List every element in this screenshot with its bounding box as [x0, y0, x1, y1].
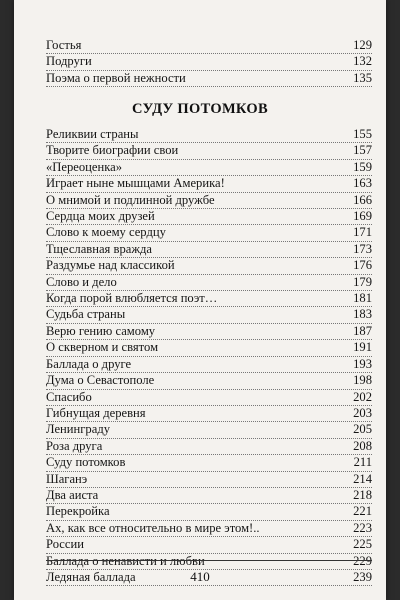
toc-entry: [46, 521, 372, 537]
toc-entry-page: 221: [353, 504, 372, 519]
toc-entry-title: Поэма о первой нежности: [46, 70, 186, 85]
toc-entry-title: Играет ныне мышцами Америка!: [46, 176, 225, 191]
toc-entry: [46, 390, 372, 406]
toc-entry-page: 205: [353, 422, 372, 437]
toc-entry: [46, 406, 372, 422]
toc-entry: [46, 209, 372, 225]
toc-entry: [46, 38, 372, 54]
toc-entry-title: России: [46, 537, 84, 552]
toc-entry-title: Судьба страны: [46, 307, 126, 322]
toc-entry-page: 203: [353, 405, 372, 420]
toc-entry-title: Баллада о друге: [46, 356, 132, 371]
toc-entry: [46, 554, 372, 570]
toc-entry-title: Перекройка: [46, 504, 110, 519]
toc-entry-title: Когда порой влюбляется поэт…: [46, 291, 218, 306]
toc-entry-title: Спасибо: [46, 389, 92, 404]
toc-entry-page: 173: [353, 241, 372, 256]
toc-entry: [46, 242, 372, 258]
toc-entry-title: Творите биографии свои: [46, 143, 179, 158]
toc-entry: [46, 357, 372, 373]
toc-entry-title: Суду потомков: [46, 455, 126, 470]
toc-entry-title: Дума о Севастополе: [46, 373, 155, 388]
toc-entry: [46, 340, 372, 356]
toc-entry-page: 187: [353, 323, 372, 338]
toc-entry: [46, 488, 372, 504]
toc-entry-title: Раздумье над классикой: [46, 258, 175, 273]
toc-entry-page: 211: [353, 455, 372, 470]
toc-entry-title: Ах, как все относительно в мире этом!..: [46, 520, 260, 535]
toc-entry-title: Два аиста: [46, 487, 99, 502]
toc-entry: [46, 127, 372, 143]
toc-entry: [46, 225, 372, 241]
toc-entry-page: 183: [353, 307, 372, 322]
toc-entry-page: 191: [353, 340, 372, 355]
toc-entry-page: 176: [353, 258, 372, 273]
toc-entry-page: 223: [353, 520, 372, 535]
section-heading: СУДУ ПОТОМКОВ: [132, 101, 268, 117]
toc-entry-title: Слово к моему сердцу: [46, 225, 166, 240]
toc-entry-page: 129: [353, 38, 372, 52]
toc-entry-page: 157: [353, 143, 372, 158]
toc-entry-title: Подруги: [46, 54, 92, 69]
page-number: 410: [190, 569, 210, 584]
toc-entry-page: 193: [353, 356, 372, 371]
toc-entry-page: 218: [353, 487, 372, 502]
toc-entry: [46, 307, 372, 323]
toc-entry-page: 135: [353, 70, 372, 85]
book-page: [14, 0, 386, 600]
toc-entry-page: 239: [353, 569, 372, 584]
toc-entry-page: 163: [353, 176, 372, 191]
toc-entry-title: «Переоценка»: [46, 159, 123, 174]
toc-entry: [46, 160, 372, 176]
toc-entry-title: Роза друга: [46, 438, 103, 453]
toc-entry-title: Гибнущая деревня: [46, 405, 146, 420]
toc-entry: [46, 504, 372, 520]
toc-entry: [46, 472, 372, 488]
toc-entry-title: Ледяная баллада: [46, 569, 136, 584]
toc-list-main: [46, 127, 372, 586]
footer-rule: [46, 560, 372, 561]
toc-entry-page: 225: [353, 537, 372, 552]
toc-list-top: [46, 38, 372, 87]
toc-entry: [46, 258, 372, 274]
toc-entry: [46, 71, 372, 87]
toc-entry-page: 166: [353, 192, 372, 207]
toc-entry: [46, 291, 372, 307]
toc-entry: [46, 275, 372, 291]
toc-entry-page: 179: [353, 274, 372, 289]
toc-entry-title: Слово и дело: [46, 274, 117, 289]
toc-entry-title: О скверном и святом: [46, 340, 159, 355]
toc-entry-page: 132: [353, 54, 372, 69]
toc-entry: [46, 422, 372, 438]
toc-entry-page: 202: [353, 389, 372, 404]
toc-entry-title: Сердца моих друзей: [46, 209, 155, 224]
toc-entry-title: Ленинграду: [46, 422, 111, 437]
toc-entry: [46, 143, 372, 159]
toc-entry-page: 214: [353, 471, 372, 486]
toc-entry-title: О мнимой и подлинной дружбе: [46, 192, 215, 207]
toc-entry: [46, 373, 372, 389]
toc-entry: [46, 537, 372, 553]
toc-entry-title: Верю гению самому: [46, 323, 156, 338]
toc-entry-title: Шаганэ: [46, 471, 88, 486]
toc-entry-page: 169: [353, 209, 372, 224]
toc-entry-page: 208: [353, 438, 372, 453]
toc-entry: [46, 54, 372, 70]
toc-entry-page: 181: [353, 291, 372, 306]
toc-entry-page: 229: [353, 553, 372, 568]
toc-entry-title: Баллада о ненависти и любви: [46, 553, 205, 568]
toc-entry-page: 198: [353, 373, 372, 388]
toc-entry-page: 155: [353, 127, 372, 141]
toc-entry-title: Гостья: [46, 38, 82, 52]
toc-entry-title: Тщеславная вражда: [46, 241, 153, 256]
toc-entry-title: Реликвии страны: [46, 127, 139, 141]
toc-entry: [46, 455, 372, 471]
toc-entry: [46, 324, 372, 340]
toc-entry-page: 159: [353, 159, 372, 174]
toc-entry: [46, 439, 372, 455]
toc-entry: [46, 193, 372, 209]
toc-entry-page: 171: [353, 225, 372, 240]
toc-entry: [46, 176, 372, 192]
